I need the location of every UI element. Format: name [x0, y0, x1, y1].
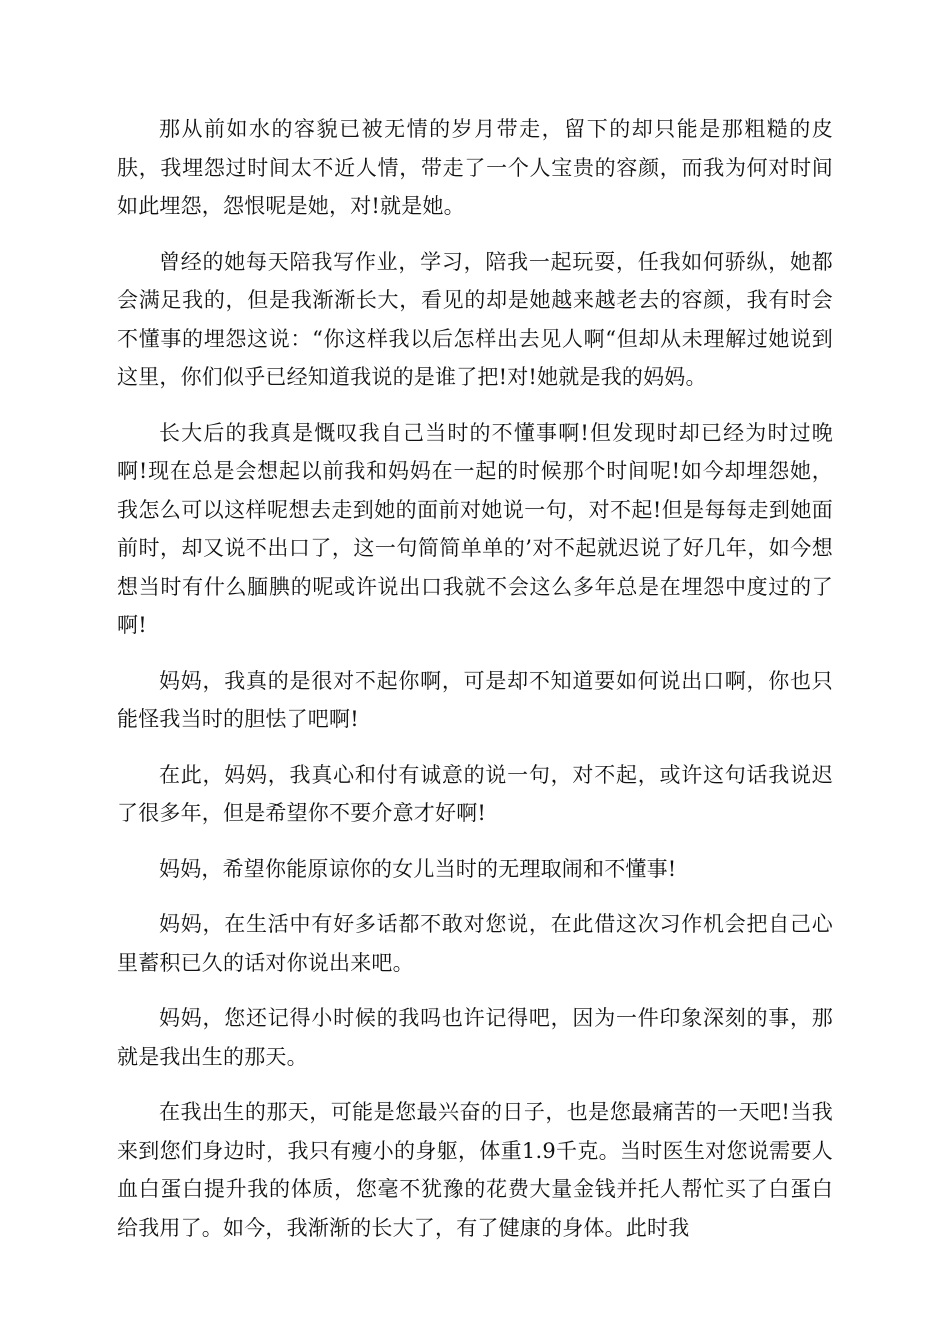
- paragraph-2: 曾经的她每天陪我写作业，学习，陪我一起玩耍，任我如何骄纵，她都会满足我的，但是我渐渐长大，看见的却是她越来越老去的容颜，我有时会不懂事的埋怨这说：“你这样我以后怎样出去见人啊“但却从未理解过她说到这里，你们似乎已经知道我说的是谁了把!对!她就是我的妈妈。: [117, 249, 833, 389]
- paragraph-7: 妈妈，在生活中有好多话都不敢对您说，在此借这次习作机会把自己心里蓄积已久的话对你说出来吧。: [117, 912, 833, 975]
- paragraph-1: 那从前如水的容貌已被无情的岁月带走，留下的却只能是那粗糙的皮肤，我埋怨过时间太不近人情，带走了一个人宝贵的容颜，而我为何对时间如此埋怨，怨恨呢是她，对!就是她。: [117, 117, 833, 218]
- document-page: [117, 110, 833, 1264]
- paragraph-6: 妈妈，希望你能原谅你的女儿当时的无理取闹和不懂事!: [159, 856, 677, 881]
- paragraph-9: 在我出生的那天，可能是您最兴奋的日子，也是您最痛苦的一天吧!当我来到您们身边时，我只有瘦小的身躯，体重1.9千克。当时医生对您说需要人血白蛋白提升我的体质，您毫不犹豫的花费大量金钱并托人帮忙买了白蛋白给我用了。如今，我渐渐的长大了，有了健康的身体。此时我: [117, 1100, 833, 1240]
- paragraph-8: 妈妈，您还记得小时候的我吗也许记得吧，因为一件印象深刻的事，那就是我出生的那天。: [117, 1006, 833, 1069]
- paragraph-4: 妈妈，我真的是很对不起你啊，可是却不知道要如何说出口啊，你也只能怪我当时的胆怯了吧啊!: [117, 668, 833, 731]
- paragraph-3: 长大后的我真是慨叹我自己当时的不懂事啊!但发现时却已经为时过晚啊!现在总是会想起以前我和妈妈在一起的时候那个时间呢!如今却埋怨她，我怎么可以这样呢想去走到她的面前对她说一句，对不起!但是每每走到她面前时，却又说不出口了，这一句简简单单的’对不起就迟说了好几年，如今想想当时有什么腼腆的呢或许说出口我就不会这么多年总是在埋怨中度过的了啊!: [117, 420, 833, 637]
- paragraph-5: 在此，妈妈，我真心和付有诚意的说一句，对不起，或许这句话我说迟了很多年，但是希望你不要介意才好啊!: [117, 762, 833, 825]
